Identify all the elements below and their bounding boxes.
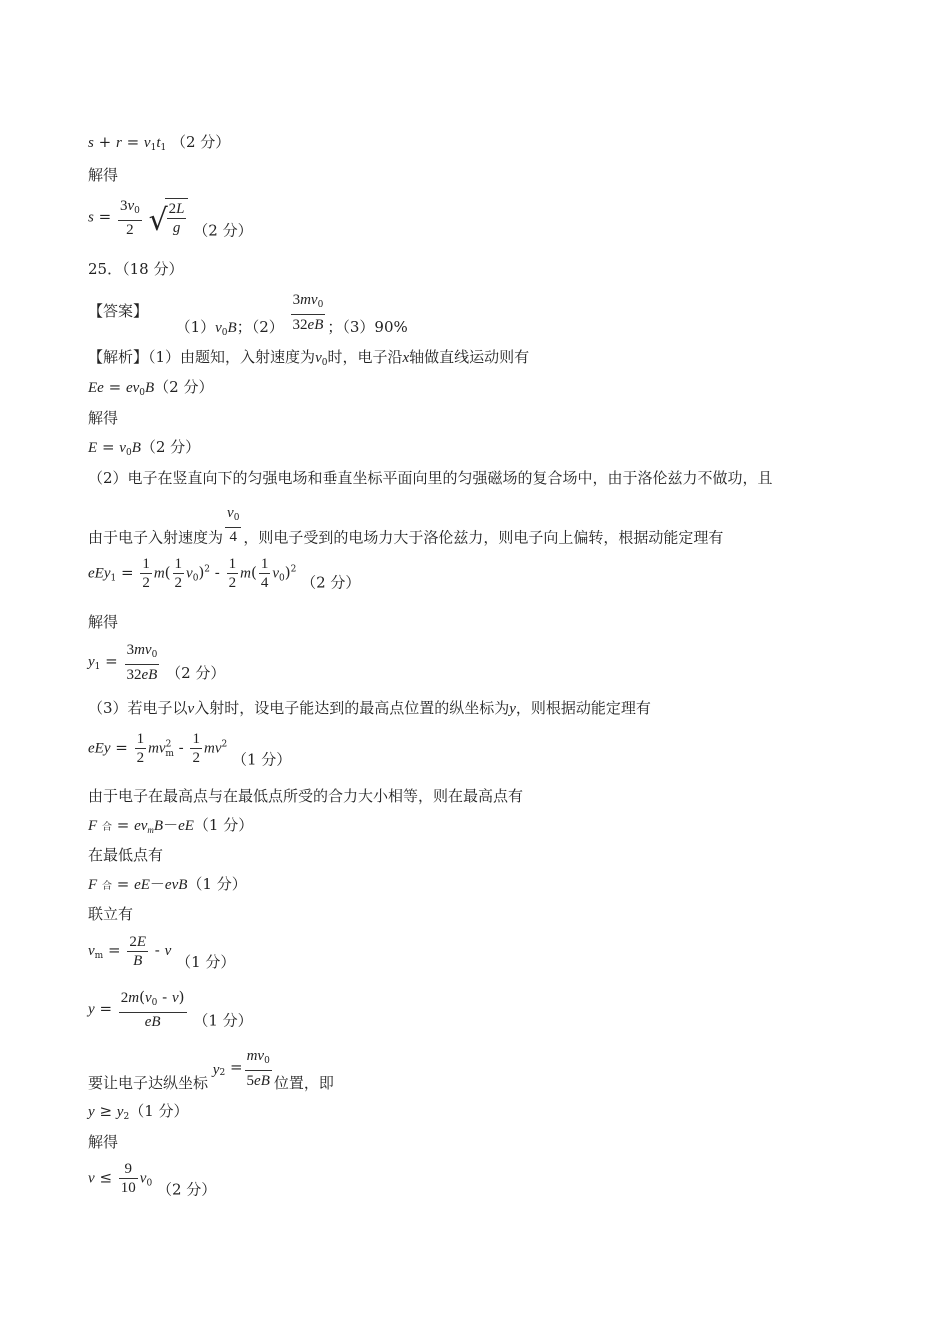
score-label: （2 分） [171,133,231,151]
equation-energy-y1: eEy$_1$ = $\frac{1}{2}$ m( $\frac{1}{2}$ $v_0)^2$ - $\frac{1}{2}$ m( $\frac{1}{4}$ $v_0)^2$ （2 分） [88,556,361,592]
equation-s-plus-r: $s + r = v_1t_1$ （2 分） [88,133,231,153]
equation-s-result: s = $\frac{3v_0}{2}$ √ $\frac{2L}{g}$ （2 分） [88,198,253,240]
low-point-text: 在最低点有 [88,846,164,864]
equation-force-low: F 合 = eE－evB（1 分） [88,875,247,893]
text-jiede: 解得 [88,1133,119,1151]
part2-velocity-line: 由于电子入射速度为 $\frac{v_0}{4}$ ，则电子受到的电场力大于洛伦兹力，则电子向上偏转，根据动能定理有 [88,505,724,547]
equation-ee-ev0b: $Ee = ev_0B(2$ 分） [88,378,214,398]
equation-y: y = $\frac{2m(v_0 - v)}{eB}$ （1 分） [88,988,253,1030]
part2-text: （2）电子在竖直向下的匀强电场和垂直坐标平面向里的匀强磁场的复合场中，由于洛伦兹力不做功，且 [88,469,773,487]
text-jiede: 解得 [88,166,119,184]
equation-y1: $y_1$ = $\frac{3mv_0}{32eB}$ （2 分） [88,642,226,683]
equation-force-high: F 合 = $ev_mB-eE(1$ 分） [88,816,254,835]
text-jiede: 解得 [88,613,119,631]
score-label: （2 分） [193,221,253,240]
analysis-tag: 【解析】 [88,348,149,366]
high-point-text: 由于电子在最高点与在最低点所受的合力大小相等，则在最高点有 [88,787,524,805]
text-lianli: 联立有 [88,905,134,923]
equation-vm: $v_m$ = $\frac{2E}{B}$ - v （1 分） [88,934,236,971]
answer-line: 【答案】 $(1)v_0B$；（2） $\frac{3mv_0}{32eB}$ ；（3）90% [88,292,408,338]
inequality-y-y2: $y \ge y_2(1$ 分） [88,1102,189,1122]
reach-line: 要让电子达纵坐标 $y_2$ = $\frac{mv_0}{5eB}$ 位置，即 [88,1048,334,1092]
answer-tag: 【答案】 [88,302,149,320]
equation-energy-y: eEy = $\frac{1}{2}$ $mv^2_m$ - $\frac{1}{2}$ $mv^2$ （1 分） [88,731,292,769]
part3-text: （3）若电子以v入射时，设电子能达到的最高点位置的纵坐标为y，则根据动能定理有 [88,699,651,717]
text-jiede: 解得 [88,409,119,427]
equation-v-result: v ≤ $\frac{9}{10}$ $v_0$ （2 分） [88,1161,217,1199]
question-heading: 25．（18 分） [88,260,184,278]
equation-e-v0b: $E = v_0B(2$ 分） [88,438,201,458]
analysis-line: 【解析】（1）由题知，入射速度为$v_0$时，电子沿x轴做直线运动则有 [88,348,530,368]
